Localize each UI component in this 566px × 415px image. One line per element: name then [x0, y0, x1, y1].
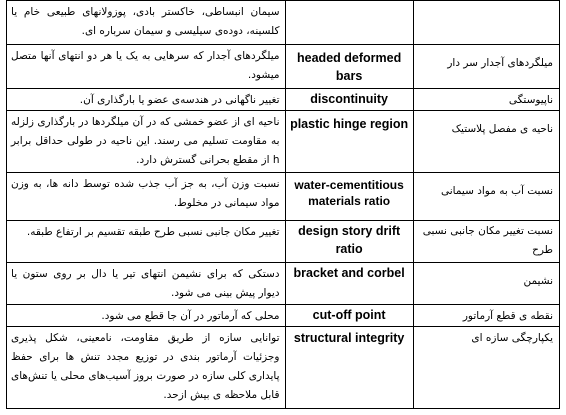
persian-term-cell: ناحیه ی مفصل پلاستیک: [413, 111, 559, 173]
english-term-cell: water-cementitious materials ratio: [285, 173, 413, 221]
english-term-cell: plastic hinge region: [285, 111, 413, 173]
table-row: [7, 221, 560, 263]
english-term-cell: design story drift ratio: [285, 221, 413, 263]
persian-term-cell: نقطه ی قطع آرماتور: [413, 305, 559, 327]
persian-term-cell: ناپیوستگی: [413, 89, 559, 111]
english-term-cell: headed deformed bars: [285, 45, 413, 89]
definition-cell: میلگردهای آجدار که سرهایی به یک یا هر دو انتهای آنها متصل میشود.: [7, 45, 286, 89]
persian-term-cell: نسبت آب به مواد سیمانی: [413, 173, 559, 221]
definition-cell: دستکی که برای نشیمن انتهای تیر یا دال بر روی ستون یا دیوار پیش بینی می شود.: [7, 263, 286, 305]
english-term-cell: bracket and corbel: [285, 263, 413, 305]
definition-cell: نسبت وزن آب، به جز آب جذب شده توسط دانه ها، به وزن مواد سیمانی در مخلوط.: [7, 173, 286, 221]
persian-term-cell: میلگردهای آجدار سر دار: [413, 45, 559, 89]
table-row: [7, 45, 560, 89]
definition-cell: ناحیه ای از عضو خمشی که در آن میلگردها در بارگذاری زلزله به مقاومت تسلیم می رسند. این ناحیه در طولی حداقل برابر h از مقطع بحرانی گسترش دارد.: [7, 111, 286, 173]
definition-cell: تغییر ناگهانی در هندسه‌ی عضو یا بارگذاری آن.: [7, 89, 286, 111]
table-row: [7, 89, 560, 111]
persian-term-cell: نسبت تغییر مکان جانبی نسبی طرح: [413, 221, 559, 263]
english-term-cell: structural integrity: [285, 327, 413, 409]
glossary-table: [6, 0, 560, 409]
table-row: [7, 305, 560, 327]
definition-cell: سیمان انبساطی، خاکستر بادی، پوزولانهای طبیعی خام یا کلسینه، دوده‌ی سیلیسی و سیمان سرباره ای.: [7, 1, 286, 45]
english-term-cell: cut-off point: [285, 305, 413, 327]
persian-term-cell: یکپارچگی سازه ای: [413, 327, 559, 409]
table-row: [7, 263, 560, 305]
definition-cell: توانایی سازه از طریق مقاومت، نامعینی، شکل پذیری وجزئیات آرماتور بندی در توزیع مجدد تنش ها برای حفظ پایداری کلی سازه در صورت بروز آسیب‌های محلی یا تنش‌های قابل ملاحظه ی بیش ازحد.: [7, 327, 286, 409]
persian-term-cell: [413, 1, 559, 45]
table-row: [7, 111, 560, 173]
table-row: [7, 327, 560, 409]
table-row: [7, 1, 560, 45]
definition-cell: تغییر مکان جانبی نسبی طرح طبقه تقسیم بر ارتفاع طبقه.: [7, 221, 286, 263]
persian-term-cell: نشیمن: [413, 263, 559, 305]
english-term-cell: [285, 1, 413, 45]
table-row: [7, 173, 560, 221]
definition-cell: محلی که آرماتور در آن جا قطع می شود.: [7, 305, 286, 327]
english-term-cell: discontinuity: [285, 89, 413, 111]
